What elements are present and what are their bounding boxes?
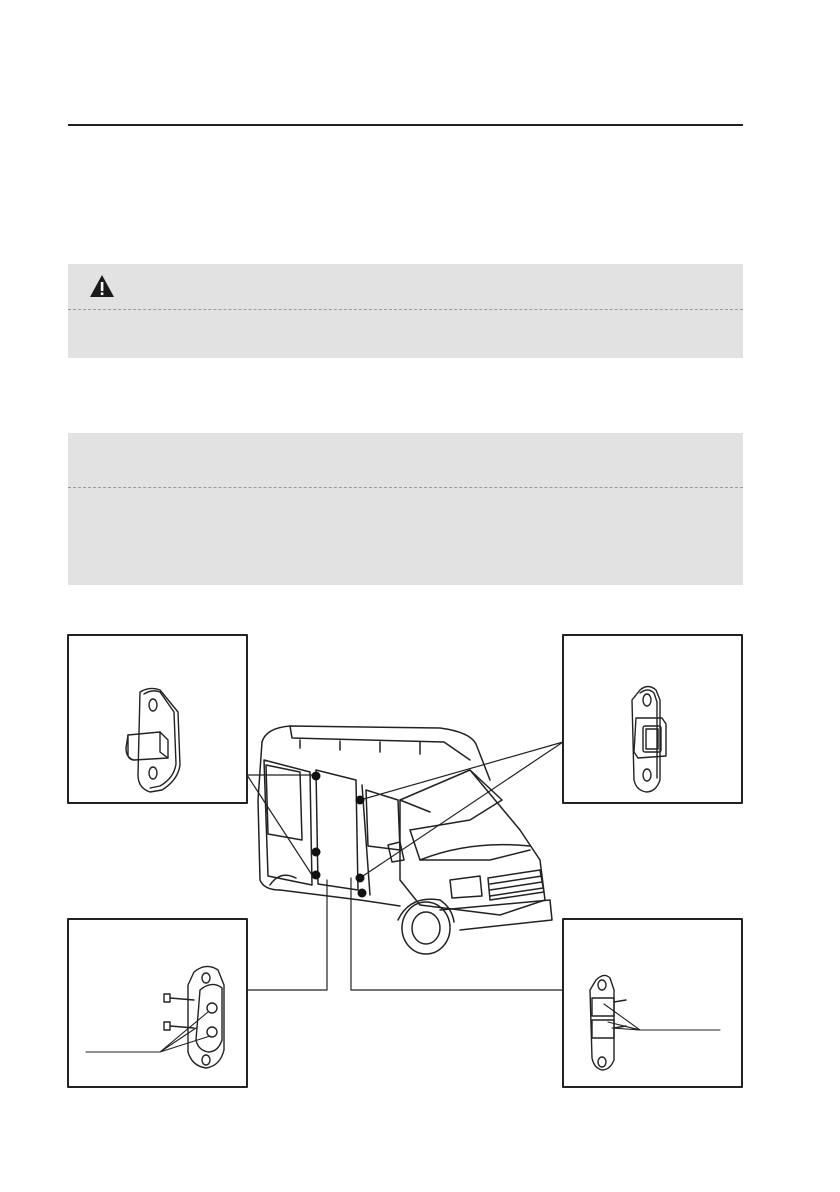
- header-rule: [68, 124, 743, 126]
- striker-part-top-left: [126, 688, 180, 792]
- contact-point-side-lower: [358, 889, 367, 898]
- contact-point-rear-upper: [312, 772, 321, 781]
- detail-frame-top-right: [563, 635, 742, 803]
- note-box: [68, 433, 743, 585]
- van-body: [258, 726, 552, 954]
- detail-frame-top-left: [68, 635, 247, 803]
- contact-switch-bottom-right: [590, 975, 720, 1070]
- detail-frame-bottom-left: [68, 919, 247, 1087]
- contact-point-side-upper: [356, 796, 365, 805]
- warning-triangle-icon: [88, 272, 116, 300]
- contact-point-side-middle: [356, 874, 365, 883]
- catch-plate-top-right: [632, 687, 666, 793]
- van-door-switch-illustration: [0, 600, 840, 1100]
- contact-point-rear-middle: [312, 848, 321, 857]
- contact-points: [312, 772, 367, 898]
- note-divider: [68, 487, 743, 488]
- leader-lines: [247, 742, 563, 990]
- warning-box: [68, 264, 743, 358]
- contact-switch-bottom-left: [86, 966, 224, 1068]
- warning-divider: [68, 309, 743, 310]
- contact-point-rear-lower: [312, 871, 321, 880]
